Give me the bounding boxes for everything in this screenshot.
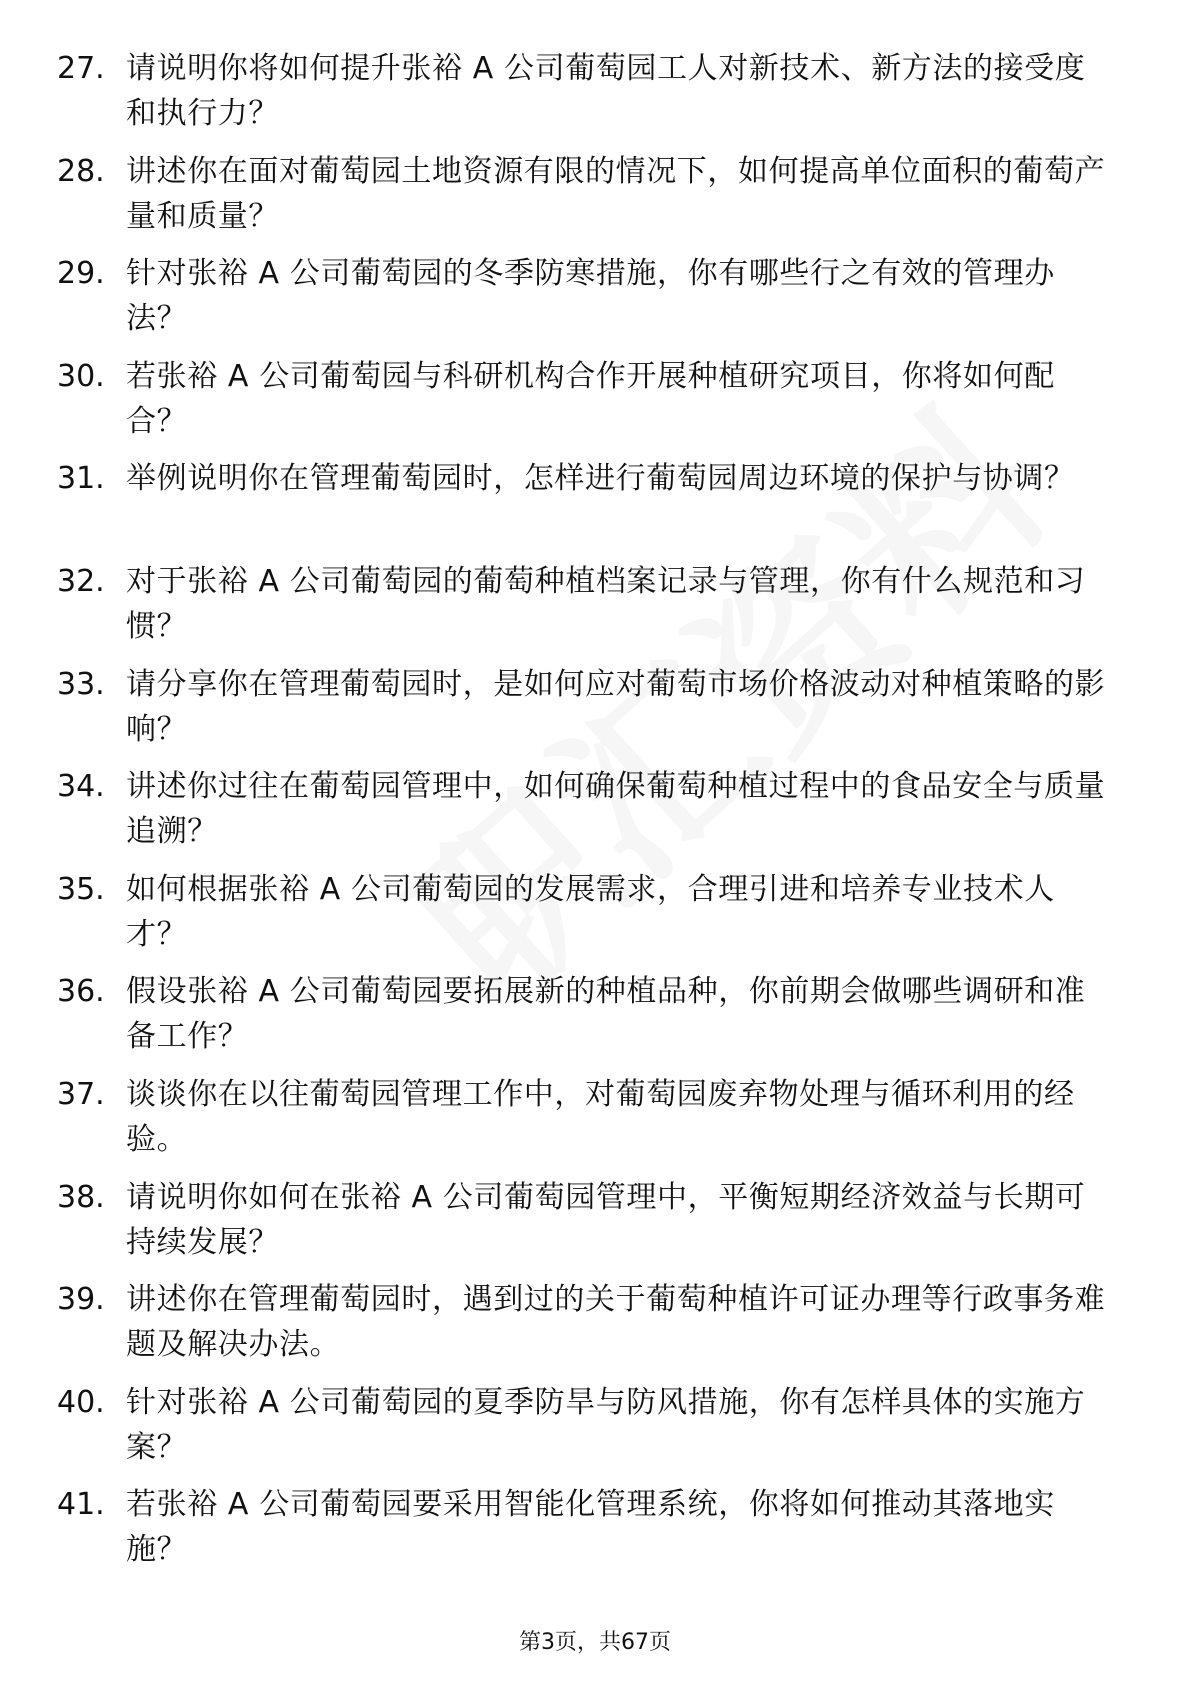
page-footer bbox=[0, 1628, 1190, 1658]
question-number: 33. bbox=[57, 666, 105, 702]
question-item bbox=[0, 559, 1190, 662]
question-item bbox=[0, 1175, 1190, 1278]
question-text: 讲述你在面对葡萄园土地资源有限的情况下，如何提高单位面积的葡萄产量和质量？ bbox=[126, 153, 1106, 234]
question-number: 28. bbox=[57, 153, 105, 189]
question-text: 如何根据张裕 A 公司葡萄园的发展需求，合理引进和培养专业技术人才？ bbox=[126, 871, 1055, 952]
question-text: 讲述你在管理葡萄园时，遇到过的关于葡萄种植许可证办理等行政事务难题及解决办法。 bbox=[126, 1282, 1106, 1363]
question-number: 31. bbox=[57, 461, 105, 497]
question-number: 41. bbox=[57, 1487, 105, 1523]
question-text: 针对张裕 A 公司葡萄园的夏季防旱与防风措施，你有怎样具体的实施方案？ bbox=[126, 1384, 1086, 1465]
question-item bbox=[0, 1482, 1190, 1585]
question-item bbox=[0, 456, 1190, 559]
question-text: 举例说明你在管理葡萄园时，怎样进行葡萄园周边环境的保护与协调？ bbox=[126, 461, 1075, 497]
question-text: 请分享你在管理葡萄园时，是如何应对葡萄市场价格波动对种植策略的影响？ bbox=[126, 666, 1106, 747]
question-number: 39. bbox=[57, 1282, 105, 1318]
question-number: 36. bbox=[57, 974, 105, 1010]
question-text: 请说明你如何在张裕 A 公司葡萄园管理中，平衡短期经济效益与长期可持续发展？ bbox=[126, 1179, 1086, 1260]
question-list bbox=[0, 46, 1190, 1585]
question-item bbox=[0, 662, 1190, 765]
question-number: 32. bbox=[57, 563, 105, 599]
question-text: 对于张裕 A 公司葡萄园的葡萄种植档案记录与管理，你有什么规范和习惯？ bbox=[126, 563, 1086, 644]
question-item bbox=[0, 46, 1190, 149]
question-number: 34. bbox=[57, 769, 105, 805]
question-item bbox=[0, 1380, 1190, 1483]
question-number: 37. bbox=[57, 1076, 105, 1112]
question-item bbox=[0, 1277, 1190, 1380]
question-text: 若张裕 A 公司葡萄园与科研机构合作开展种植研究项目，你将如何配合？ bbox=[126, 358, 1055, 439]
question-number: 27. bbox=[57, 51, 105, 86]
question-number: 35. bbox=[57, 871, 105, 907]
question-text: 针对张裕 A 公司葡萄园的冬季防寒措施，你有哪些行之有效的管理办法？ bbox=[126, 256, 1055, 337]
question-item bbox=[0, 149, 1190, 252]
question-number: 40. bbox=[57, 1384, 105, 1420]
question-number: 29. bbox=[57, 256, 105, 292]
question-text: 请说明你将如何提升张裕 A 公司葡萄园工人对新技术、新方法的接受度和执行力？ bbox=[126, 51, 1086, 131]
question-text: 假设张裕 A 公司葡萄园要拓展新的种植品种，你前期会做哪些调研和准备工作？ bbox=[126, 974, 1086, 1055]
question-item bbox=[0, 1072, 1190, 1175]
page-number-label: 第3页，共67页 bbox=[519, 1630, 671, 1655]
question-item bbox=[0, 251, 1190, 354]
question-number: 30. bbox=[57, 358, 105, 394]
question-item bbox=[0, 969, 1190, 1072]
question-text: 谈谈你在以往葡萄园管理工作中，对葡萄园废弃物处理与循环利用的经验。 bbox=[126, 1076, 1075, 1157]
question-item bbox=[0, 867, 1190, 970]
question-text: 若张裕 A 公司葡萄园要采用智能化管理系统，你将如何推动其落地实施？ bbox=[126, 1487, 1055, 1568]
question-text: 讲述你过往在葡萄园管理中，如何确保葡萄种植过程中的食品安全与质量追溯？ bbox=[126, 769, 1106, 850]
question-item bbox=[0, 764, 1190, 867]
question-item bbox=[0, 354, 1190, 457]
question-number: 38. bbox=[57, 1179, 105, 1215]
